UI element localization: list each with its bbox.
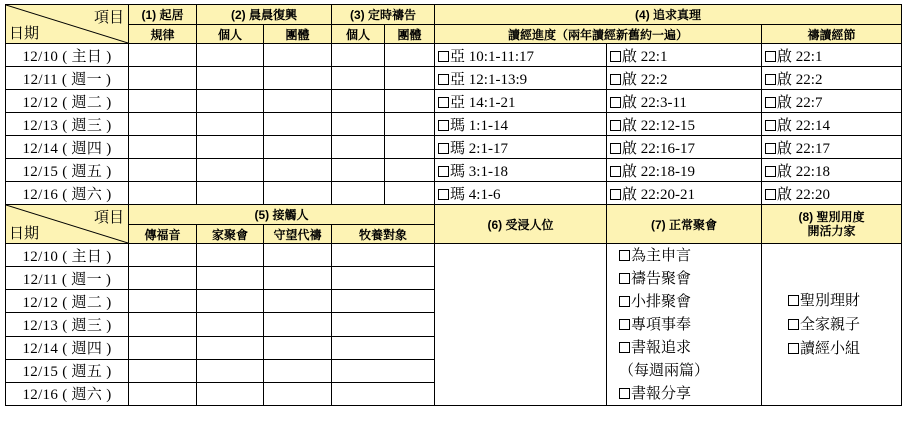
shepherding-subheader: 牧養對象	[332, 225, 435, 244]
rising-header: (1) 起居	[129, 5, 197, 25]
meeting-list	[607, 244, 762, 406]
prayer-group-cell[interactable]	[385, 113, 435, 136]
reading-verse-text: 啟 22:12-15	[622, 117, 695, 134]
intercession-cell[interactable]	[264, 267, 332, 290]
row-date: 12/12 ( 週二 )	[6, 290, 129, 313]
list-item[interactable]	[788, 313, 901, 337]
shepherding-cell[interactable]	[332, 267, 435, 290]
checkbox[interactable]	[788, 343, 799, 354]
checkbox[interactable]	[765, 143, 776, 154]
home-meeting-subheader: 家聚會	[197, 225, 264, 244]
meeting-item-label: （每週兩篇）	[619, 362, 710, 379]
intercession-cell[interactable]	[264, 382, 332, 405]
morning-personal-subheader: 個人	[197, 25, 264, 44]
row-date: 12/16 ( 週六 )	[6, 382, 129, 405]
baptized-header: (6) 受浸人位	[435, 205, 607, 244]
list-item	[619, 359, 761, 382]
morning-personal-cell[interactable]	[197, 136, 264, 159]
home-meeting-cell[interactable]	[197, 359, 264, 382]
morning-group-cell[interactable]	[264, 67, 332, 90]
list-item[interactable]	[619, 313, 761, 336]
date-label: 日期	[9, 25, 40, 42]
list-item[interactable]	[788, 337, 901, 361]
reading-verse-text: 啟 22:2	[622, 71, 668, 88]
home-meeting-cell[interactable]	[197, 290, 264, 313]
shepherding-cell[interactable]	[332, 244, 435, 267]
prayread-verse-cell[interactable]	[762, 67, 902, 90]
checkbox[interactable]	[619, 342, 630, 353]
daily-practice-table	[5, 4, 902, 205]
row-date: 12/12 ( 週二 )	[6, 90, 129, 113]
morning-group-cell[interactable]	[264, 113, 332, 136]
checkbox[interactable]	[765, 189, 776, 200]
prayread-verse-text: 啟 22:2	[777, 71, 823, 88]
rising-cell[interactable]	[129, 136, 197, 159]
rising-cell[interactable]	[129, 113, 197, 136]
rising-cell[interactable]	[129, 67, 197, 90]
shepherding-cell[interactable]	[332, 382, 435, 405]
table-row	[6, 44, 902, 67]
reading-progress-text: 瑪 1:1-14	[450, 117, 508, 134]
prayread-verse-cell[interactable]	[762, 136, 902, 159]
gospel-cell[interactable]	[129, 267, 197, 290]
prayer-personal-cell[interactable]	[332, 44, 385, 67]
prayread-verse-text: 啟 22:14	[777, 117, 830, 134]
meeting-item-label: 書報追求	[631, 339, 692, 356]
reading-progress-cell[interactable]	[435, 159, 607, 182]
baptized-cell[interactable]	[435, 244, 607, 406]
checkbox[interactable]	[610, 120, 621, 131]
table-row	[6, 67, 902, 90]
reading-verse-text: 啟 22:16-17	[622, 140, 695, 157]
prayread-verse-cell[interactable]	[762, 113, 902, 136]
prayer-personal-cell[interactable]	[332, 90, 385, 113]
checkbox[interactable]	[619, 273, 630, 284]
rising-cell[interactable]	[129, 90, 197, 113]
reading-progress-text: 瑪 2:1-17	[450, 140, 508, 157]
sanctified-item-label: 讀經小組	[800, 339, 861, 357]
reading-progress-text: 亞 12:1-13:9	[450, 71, 528, 88]
sanctified-header	[762, 205, 902, 244]
reading-progress-subheader: 讀經進度（兩年讀經新舊約一遍）	[435, 25, 762, 44]
item-label-2: 項目	[93, 209, 124, 226]
morning-group-cell[interactable]	[264, 182, 332, 205]
checkbox[interactable]	[610, 143, 621, 154]
meeting-item-label: 禱告聚會	[631, 270, 692, 287]
reading-progress-cell[interactable]	[435, 182, 607, 205]
checkbox[interactable]	[619, 319, 630, 330]
item-label: 項目	[93, 9, 124, 26]
checkbox[interactable]	[619, 250, 630, 261]
checkbox[interactable]	[438, 120, 449, 131]
row-date: 12/15 ( 週五 )	[6, 359, 129, 382]
shepherding-cell[interactable]	[332, 313, 435, 336]
prayer-personal-cell[interactable]	[332, 136, 385, 159]
list-item[interactable]	[619, 267, 761, 290]
spiritual-log-sheet	[5, 4, 901, 406]
sanctified-header-line1: (8) 聖別用度	[798, 210, 865, 224]
pursue-truth-header: (4) 追求真理	[435, 5, 902, 25]
morning-group-cell[interactable]	[264, 44, 332, 67]
morning-personal-cell[interactable]	[197, 159, 264, 182]
home-meeting-cell[interactable]	[197, 267, 264, 290]
prayer-personal-cell[interactable]	[332, 67, 385, 90]
prayer-group-cell[interactable]	[385, 44, 435, 67]
sanctified-list	[762, 244, 902, 406]
intercession-cell[interactable]	[264, 336, 332, 359]
gospel-cell[interactable]	[129, 290, 197, 313]
prayer-group-cell[interactable]	[385, 67, 435, 90]
home-meeting-cell[interactable]	[197, 313, 264, 336]
row-date: 12/11 ( 週一 )	[6, 267, 129, 290]
prayread-verses-subheader: 禱讀經節	[762, 25, 902, 44]
row-date: 12/16 ( 週六 )	[6, 182, 129, 205]
prayer-group-cell[interactable]	[385, 136, 435, 159]
item-date-header	[6, 5, 129, 44]
morning-revival-header: (2) 晨晨復興	[197, 5, 332, 25]
prayread-verse-text: 啟 22:20	[777, 186, 830, 203]
list-item[interactable]	[619, 244, 761, 267]
reading-progress-cell[interactable]	[435, 136, 607, 159]
intercession-cell[interactable]	[264, 244, 332, 267]
sanctified-item-label: 全家親子	[800, 315, 861, 333]
checkbox[interactable]	[765, 51, 776, 62]
reading-progress-cell[interactable]	[435, 113, 607, 136]
checkbox[interactable]	[610, 166, 621, 177]
shepherding-cell[interactable]	[332, 336, 435, 359]
rising-cell[interactable]	[129, 159, 197, 182]
intercession-subheader: 守望代禱	[264, 225, 332, 244]
gospel-cell[interactable]	[129, 244, 197, 267]
meeting-item-label: 小排聚會	[631, 293, 692, 310]
reading-verse-text: 啟 22:1	[622, 48, 668, 65]
reading-verse-text: 啟 22:20-21	[622, 186, 695, 203]
checkbox[interactable]	[438, 143, 449, 154]
gospel-subheader: 傳福音	[129, 225, 197, 244]
timed-prayer-header: (3) 定時禱告	[332, 5, 435, 25]
morning-group-cell[interactable]	[264, 136, 332, 159]
checkbox[interactable]	[765, 120, 776, 131]
rising-cell[interactable]	[129, 182, 197, 205]
checkbox[interactable]	[610, 74, 621, 85]
checkbox[interactable]	[610, 51, 621, 62]
checkbox[interactable]	[619, 296, 630, 307]
reading-verse-cell[interactable]	[607, 159, 762, 182]
reading-verse-cell[interactable]	[607, 136, 762, 159]
prayer-group-cell[interactable]	[385, 159, 435, 182]
checkbox[interactable]	[788, 295, 799, 306]
checkbox[interactable]	[788, 319, 799, 330]
meeting-item-label: 書報分享	[631, 385, 692, 402]
morning-personal-cell[interactable]	[197, 182, 264, 205]
checkbox[interactable]	[765, 166, 776, 177]
prayread-verse-cell[interactable]	[762, 182, 902, 205]
meeting-item-label: 專項事奉	[631, 316, 692, 333]
reading-verse-cell[interactable]	[607, 90, 762, 113]
row-date: 12/14 ( 週四 )	[6, 336, 129, 359]
sanctified-header-line2: 開活力家	[807, 224, 856, 238]
contact-people-header: (5) 接觸人	[129, 205, 435, 225]
row-date: 12/13 ( 週三 )	[6, 113, 129, 136]
intercession-cell[interactable]	[264, 359, 332, 382]
checkbox[interactable]	[438, 166, 449, 177]
gospel-cell[interactable]	[129, 313, 197, 336]
prayread-verse-text: 啟 22:1	[777, 48, 823, 65]
reading-progress-cell[interactable]	[435, 90, 607, 113]
item-date-header-2	[6, 205, 129, 244]
morning-personal-cell[interactable]	[197, 90, 264, 113]
reading-progress-cell[interactable]	[435, 44, 607, 67]
prayer-personal-cell[interactable]	[332, 113, 385, 136]
intercession-cell[interactable]	[264, 313, 332, 336]
prayer-group-cell[interactable]	[385, 182, 435, 205]
prayread-verse-text: 啟 22:18	[777, 163, 830, 180]
rising-cell[interactable]	[129, 44, 197, 67]
prayread-verse-text: 啟 22:7	[777, 94, 823, 111]
list-item[interactable]	[619, 382, 761, 405]
reading-verse-text: 啟 22:18-19	[622, 163, 695, 180]
prayread-verse-cell[interactable]	[762, 44, 902, 67]
checkbox[interactable]	[438, 97, 449, 108]
morning-personal-cell[interactable]	[197, 113, 264, 136]
checkbox[interactable]	[765, 74, 776, 85]
regular-subheader: 規律	[129, 25, 197, 44]
table-row	[6, 244, 902, 267]
prayer-personal-cell[interactable]	[332, 182, 385, 205]
morning-personal-cell[interactable]	[197, 44, 264, 67]
checkbox[interactable]	[619, 388, 630, 399]
checkbox[interactable]	[610, 189, 621, 200]
prayer-group-cell[interactable]	[385, 90, 435, 113]
prayer-group-subheader: 團體	[385, 25, 435, 44]
gospel-cell[interactable]	[129, 336, 197, 359]
reading-verse-text: 啟 22:3-11	[622, 94, 687, 111]
home-meeting-cell[interactable]	[197, 336, 264, 359]
row-date: 12/10 ( 主日 )	[6, 244, 129, 267]
shepherding-cell[interactable]	[332, 359, 435, 382]
list-item[interactable]	[619, 290, 761, 313]
meeting-item-label: 為主申言	[631, 247, 692, 264]
checkbox[interactable]	[438, 189, 449, 200]
row-date: 12/14 ( 週四 )	[6, 136, 129, 159]
morning-group-subheader: 團體	[264, 25, 332, 44]
normal-meetings-header: (7) 正常聚會	[607, 205, 762, 244]
prayread-verse-text: 啟 22:17	[777, 140, 830, 157]
shepherding-cell[interactable]	[332, 290, 435, 313]
intercession-cell[interactable]	[264, 290, 332, 313]
reading-verse-cell[interactable]	[607, 113, 762, 136]
gospel-cell[interactable]	[129, 382, 197, 405]
table-row	[6, 136, 902, 159]
row-date: 12/10 ( 主日 )	[6, 44, 129, 67]
prayread-verse-cell[interactable]	[762, 159, 902, 182]
checkbox[interactable]	[610, 97, 621, 108]
checkbox[interactable]	[438, 74, 449, 85]
reading-verse-cell[interactable]	[607, 67, 762, 90]
home-meeting-cell[interactable]	[197, 244, 264, 267]
row-date: 12/13 ( 週三 )	[6, 313, 129, 336]
table-row	[6, 159, 902, 182]
morning-group-cell[interactable]	[264, 90, 332, 113]
table-row	[6, 113, 902, 136]
reading-progress-text: 瑪 3:1-18	[450, 163, 508, 180]
reading-progress-cell[interactable]	[435, 67, 607, 90]
morning-group-cell[interactable]	[264, 159, 332, 182]
date-label-2: 日期	[9, 225, 40, 242]
table-row	[6, 90, 902, 113]
row-date: 12/11 ( 週一 )	[6, 67, 129, 90]
checkbox[interactable]	[438, 51, 449, 62]
checkbox[interactable]	[765, 97, 776, 108]
home-meeting-cell[interactable]	[197, 382, 264, 405]
list-item[interactable]	[788, 289, 901, 313]
weekly-activity-table	[5, 204, 902, 406]
row-date: 12/15 ( 週五 )	[6, 159, 129, 182]
table-row	[6, 182, 902, 205]
morning-personal-cell[interactable]	[197, 67, 264, 90]
prayer-personal-subheader: 個人	[332, 25, 385, 44]
reading-verse-cell[interactable]	[607, 182, 762, 205]
reading-verse-cell[interactable]	[607, 44, 762, 67]
sanctified-item-label: 聖別理財	[800, 291, 861, 309]
reading-progress-text: 亞 10:1-11:17	[450, 48, 535, 65]
prayread-verse-cell[interactable]	[762, 90, 902, 113]
list-item[interactable]	[619, 336, 761, 359]
gospel-cell[interactable]	[129, 359, 197, 382]
reading-progress-text: 亞 14:1-21	[450, 94, 516, 111]
reading-progress-text: 瑪 4:1-6	[450, 186, 501, 203]
prayer-personal-cell[interactable]	[332, 159, 385, 182]
